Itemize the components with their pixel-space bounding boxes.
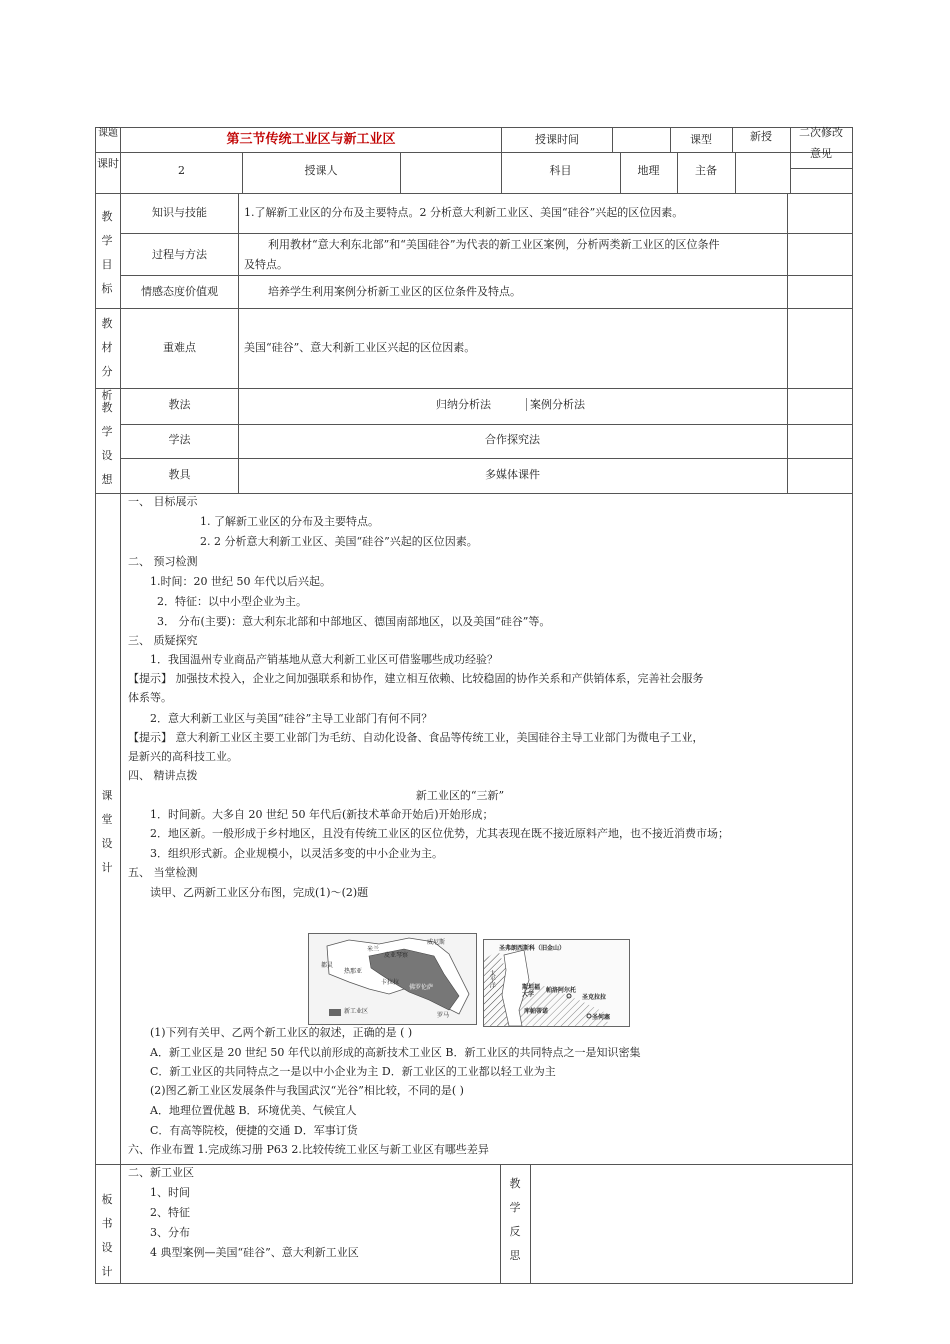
goal-knowledge-label: 知识与技能 bbox=[152, 206, 207, 219]
map-label: 卡拉拉 bbox=[381, 979, 400, 986]
learning-value: 合作探究法 bbox=[485, 433, 540, 446]
key-points-label: 重难点 bbox=[163, 341, 196, 354]
goal-process-label: 过程与方法 bbox=[152, 248, 207, 261]
kexing-label: 课型 bbox=[690, 133, 712, 146]
map-label: 圣弗朗西斯科（旧金山） bbox=[499, 945, 566, 952]
map-label: 都灵 bbox=[321, 962, 334, 969]
list-item: 3． 分布(主要)：意大利东北部和中部地区、德国南部地区，以及美国“硅谷”等。 bbox=[157, 615, 551, 628]
question-text: (2)图乙新工业区发展条件与我国武汉“光谷”相比较，不同的是( ) bbox=[150, 1084, 464, 1097]
homework-text: 六、作业布置 1.完成练习册 P63 2.比较传统工业区与新工业区有哪些差异 bbox=[128, 1143, 489, 1156]
page-title: 第三节传统工业区与新工业区 bbox=[226, 132, 396, 147]
tools-value: 多媒体课件 bbox=[485, 468, 540, 481]
map-label: 帕洛阿尔托 bbox=[546, 987, 577, 994]
goal-emotion-text: 培养学生利用案例分析新工业区的区位条件及特点。 bbox=[268, 285, 521, 298]
map-label: 热那亚 bbox=[344, 968, 363, 975]
section-heading: 五、 当堂检测 bbox=[128, 866, 198, 879]
list-item: 3．组织形式新。企业规模小，以灵活多变的中小企业为主。 bbox=[150, 847, 443, 860]
question-text: 1．我国温州专业商品产销基地从意大利新工业区可借鉴哪些成功经验？ bbox=[150, 653, 498, 666]
board-line: 3、分布 bbox=[150, 1226, 190, 1239]
goal-knowledge-text: 1.了解新工业区的分布及主要特点。2 分析意大利新工业区、美国“硅谷”兴起的区位因素。 bbox=[244, 206, 684, 219]
list-item: 2. 2 分析意大利新工业区、美国“硅谷”兴起的区位因素。 bbox=[200, 535, 478, 548]
method-label: 教法 bbox=[168, 398, 191, 411]
zhubei-label: 主备 bbox=[695, 164, 717, 177]
list-item: 2．特征：以中小型企业为主。 bbox=[157, 595, 307, 608]
reflection-label: 教 学 反 思 bbox=[509, 1177, 521, 1262]
learning-label: 学法 bbox=[168, 433, 191, 446]
keshi-value: 2 bbox=[178, 164, 185, 177]
keshi-label: 课时 bbox=[97, 157, 119, 170]
list-item: 2．地区新。一般形成于乡村地区，且没有传统工业区的区位优势，尤其表现在既不接近原料产地，也不接近消费市场； bbox=[150, 827, 729, 840]
section-heading: 一、 目标展示 bbox=[128, 495, 198, 508]
map-label: 佛罗伦萨 bbox=[409, 984, 434, 991]
map-label: 太平洋 bbox=[488, 970, 496, 988]
map-legend-label: 新工业区 bbox=[344, 1008, 369, 1015]
analysis-side-label: 教 材 分 析 bbox=[101, 317, 113, 402]
section-heading: 四、 精讲点拨 bbox=[128, 769, 198, 782]
option-text: C．有高等院校，便捷的交通 D．军事订货 bbox=[150, 1124, 358, 1137]
map-label: 斯坦福大学 bbox=[522, 984, 541, 999]
list-item: 1. 了解新工业区的分布及主要特点。 bbox=[200, 515, 379, 528]
board-line: 1、时间 bbox=[150, 1186, 190, 1199]
hint-text: 体系等。 bbox=[128, 691, 172, 704]
question-text: (1)下列有关甲、乙两个新工业区的叙述，正确的是 ( ) bbox=[150, 1026, 413, 1039]
question-text: 读甲、乙两新工业区分布图，完成(1)～(2)题 bbox=[150, 886, 369, 899]
question-text: 2．意大利新工业区与美国“硅谷”主导工业部门有何不同？ bbox=[150, 712, 433, 725]
list-item: 1.时间：20 世纪 50 年代以后兴起。 bbox=[150, 575, 331, 588]
goals-side-label: 教 学 目 标 bbox=[101, 210, 113, 295]
classroom-side-label: 课 堂 设 计 bbox=[101, 789, 113, 874]
xinshou-value: 新授 bbox=[750, 130, 772, 143]
map-label: 威尼斯 bbox=[427, 939, 446, 946]
goal-emotion-label: 情感态度价值观 bbox=[141, 285, 218, 298]
yijian-label: 意见 bbox=[810, 147, 832, 160]
key-points-text: 美国“硅谷”、意大利新工业区兴起的区位因素。 bbox=[244, 341, 476, 354]
map-label: 库帕蒂诺 bbox=[524, 1008, 549, 1015]
map-label: 皮亚琴察 bbox=[384, 952, 409, 959]
board-side-label: 板 书 设 计 bbox=[101, 1193, 113, 1278]
tools-label: 教具 bbox=[168, 468, 191, 481]
hint-text: 是新兴的高科技工业。 bbox=[128, 750, 238, 763]
hint-text: 【提示】 加强技术投入，企业之间加强联系和协作，建立相互依赖、比较稳固的协作关系和产供销体系，完善社会服务 bbox=[128, 672, 704, 685]
map-label: 罗马 bbox=[437, 1012, 450, 1019]
option-text: A．新工业区是 20 世纪 50 年代以前形成的高新技术工业区 B．新工业区的共同特点之一是知识密集 bbox=[150, 1046, 641, 1059]
goal-process-text-2: 及特点。 bbox=[244, 258, 288, 271]
hint-text: 【提示】 意大利新工业区主要工业部门为毛纺、自动化设备、食品等传统工业，美国硅谷主导工业部门为微电子工业， bbox=[128, 731, 704, 744]
keti-label: 课题 bbox=[98, 128, 118, 139]
map-label: 圣克拉拉 bbox=[582, 994, 607, 1001]
method-value-2: 案例分析法 bbox=[530, 398, 585, 411]
map-label: 圣何塞 bbox=[592, 1014, 611, 1021]
list-item: 1．时间新。大多自 20 世纪 50 年代后(新技术革命开始后)开始形成； bbox=[150, 808, 494, 821]
map-italy bbox=[308, 933, 477, 1025]
option-text: C．新工业区的共同特点之一是以中小企业为主 D．新工业区的工业都以轻工业为主 bbox=[150, 1065, 556, 1078]
design-side-label: 教 学 设 想 bbox=[101, 401, 113, 486]
method-value-1: 归纳分析法 bbox=[436, 398, 491, 411]
option-text: A．地理位置优越 B．环境优美、气候宜人 bbox=[150, 1104, 357, 1117]
subsection-title: 新工业区的“三新” bbox=[415, 789, 505, 802]
map-label: 米兰 bbox=[367, 946, 380, 953]
board-line: 2、特征 bbox=[150, 1206, 190, 1219]
board-line: 4 典型案例—美国“硅谷”、意大利新工业区 bbox=[150, 1246, 359, 1259]
shoukeren-label: 授课人 bbox=[304, 164, 338, 177]
section-heading: 二、 预习检测 bbox=[128, 555, 198, 568]
section-heading: 三、 质疑探究 bbox=[128, 634, 198, 647]
erci-label: 二次修改 bbox=[799, 126, 843, 139]
kemu-label: 科目 bbox=[549, 164, 572, 177]
shouke-time-label: 授课时间 bbox=[535, 133, 579, 146]
board-line: 二、新工业区 bbox=[128, 1166, 194, 1179]
goal-process-text-1: 利用教材“意大利东北部”和“美国硅谷”为代表的新工业区案例，分析两类新工业区的区位条件 bbox=[268, 238, 720, 251]
dili-value: 地理 bbox=[637, 164, 660, 177]
map-silicon-valley bbox=[483, 939, 630, 1027]
